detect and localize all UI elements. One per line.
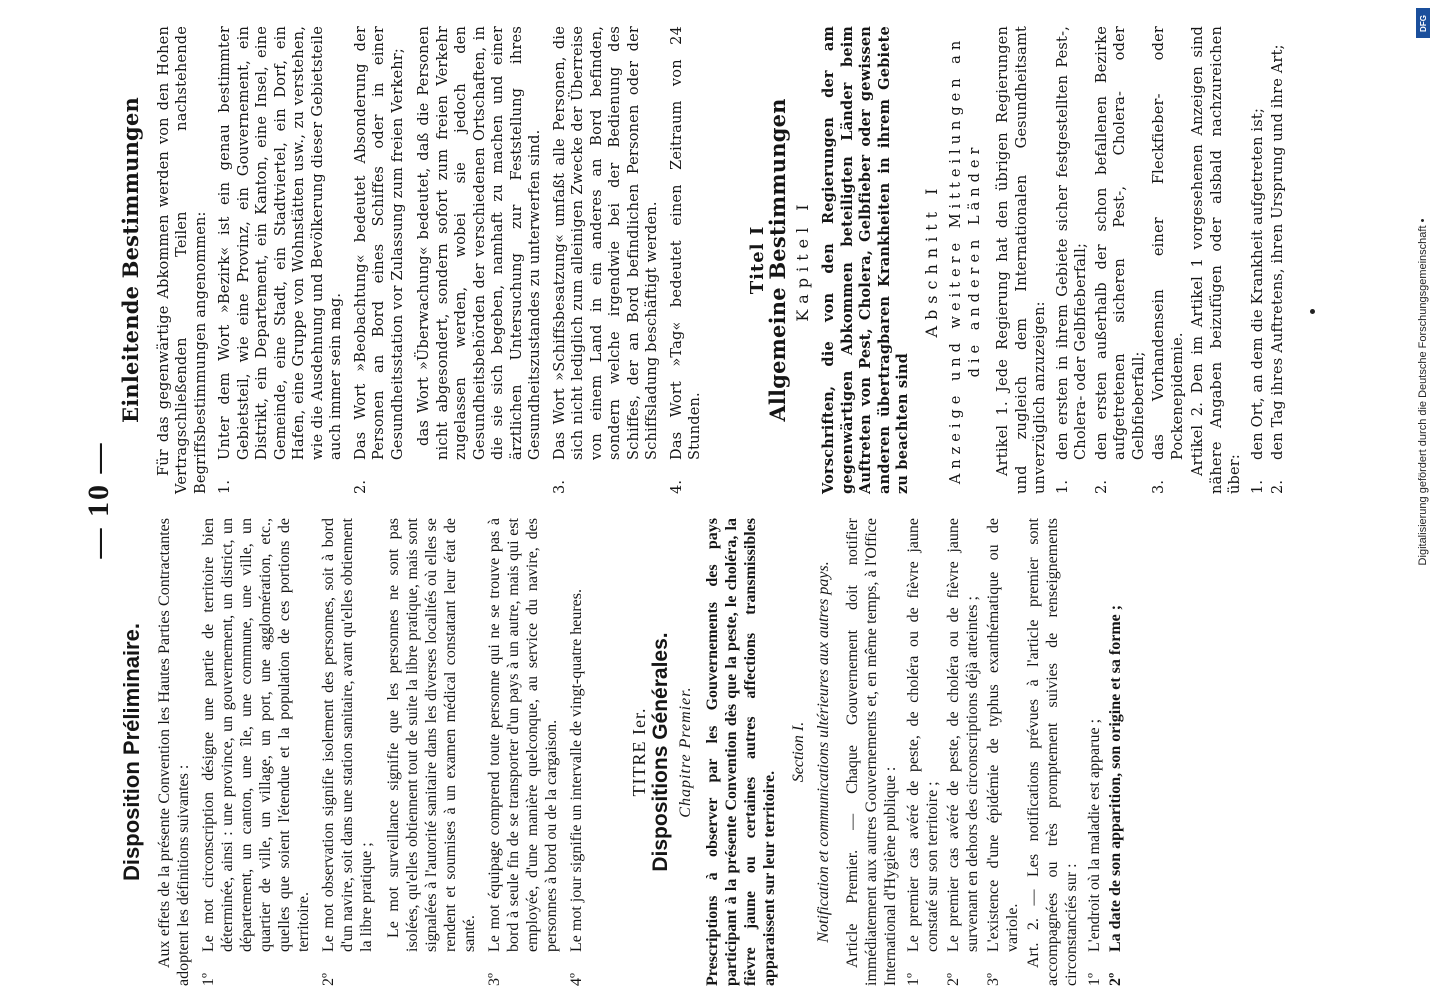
definition-number: 3º <box>486 973 503 986</box>
german-article-2-item <box>1249 26 1268 494</box>
item-text: den ersten außerhalb der schon befallenen Bezirke aufgetretenen sicheren Pest-, Cholera- oder Gelbfieberfall; <box>1093 26 1147 460</box>
definition-text: Unter dem Wort »Bezirk« ist ein genau bestimmter Gebietsteil, wie eine Provinz, ein Gouvernement, ein Distrikt, ein Departement, ein Kanton, eine Insel, eine Gemeinde, eine Stadt, ein Stadtviertel, ein Dorf, ein Hafen, eine Gruppe von Wohnstätten usw., zu verstehen, wie die Ausdehnung und Bevölkerung dieser Gebietsteile auch immer sein mag. <box>217 26 344 460</box>
french-intro: Aux effets de la présente Convention les Hautes Parties Contractantes adoptent les définitions suivantes : <box>156 518 192 986</box>
definition-text: das Wort »Überwachung« bedeutet, daß die Personen nicht abgesondert, sondern sofort zum freien Verkehr zugelassen werden, wobei sie jedoch den Gesundheitsbehörden der verschiedenen Ortschaften, in die sie sich begeben, namhaft zu machen und einer ärztlichen Untersuchung zur Feststellung ihres Gesundheitszustandes zu unterwerfen sind. <box>416 26 543 460</box>
french-chapter: Chapitre Premier. <box>677 686 694 818</box>
french-definition <box>485 518 561 986</box>
definition-text: Le mot équipage comprend toute personne qui ne se trouve pas à bord à seule fin de se transporter d'un pays à un autre, mais qui est employée, d'une manière quelconque, au service du navire, des personnes à bord ou de la cargaison. <box>486 518 560 952</box>
definition-number: 4. <box>668 479 685 494</box>
german-article-2-item <box>1269 26 1288 494</box>
french-article-2-item <box>1085 518 1104 986</box>
german-prescriptions: Vorschriften, die von den Regierungen der am gegenwärtigen Abkommen beteiligten Länder beim Auftreten von Pest, Cholera, Gelbfieber oder gewissen anderen übertragbaren Krankheiten in ihrem Gebiete zu beachten sind <box>820 26 911 494</box>
item-text: L'endroit où la maladie est apparue ; <box>1086 718 1103 952</box>
french-article-2-item <box>1106 518 1125 986</box>
definition-text: Das Wort »Beobachtung« bedeutet Absonderung der Personen an Bord eines Schiffes oder in einer Gesundheitsstation vor Zulassung zum freien Verkehr; <box>352 26 406 460</box>
german-notification-heading: Anzeige und weitere Mitteilungen an die anderen Länder <box>948 35 983 485</box>
german-intro: Für das gegenwärtige Abkommen werden von den Hohen Vertragschließenden Teilen nachstehende Begriffsbestimmungen angenommen: <box>155 26 209 494</box>
definition-text: Das Wort »Tag« bedeutet einen Zeitraum von 24 Stunden. <box>668 26 703 460</box>
german-article-1: Artikel 1. Jede Regierung hat den übrigen Regierungen und zugleich dem Internationalen Gesundheitsamt unverzüglich anzuzeigen: <box>995 26 1048 494</box>
item-text: La date de son apparition, son origine et sa forme ; <box>1107 604 1124 952</box>
german-section: Abschnitt I <box>921 182 941 338</box>
item-number: 1º <box>1086 973 1103 986</box>
german-column <box>118 26 1290 494</box>
french-dispositions-heading: Dispositions Générales. <box>649 632 672 872</box>
french-definition <box>567 518 586 986</box>
french-article-1-item <box>984 518 1022 986</box>
item-number: 2. <box>1093 479 1110 494</box>
item-number: 1. <box>1249 479 1266 494</box>
french-heading: Disposition Préliminaire. <box>119 623 144 881</box>
dfg-logo-text: DFG <box>1418 14 1428 32</box>
german-article-1-item <box>1150 26 1187 494</box>
french-article-1-item <box>904 518 942 986</box>
french-definition <box>199 518 313 986</box>
german-dispositions-heading: Allgemeine Bestimmungen <box>765 98 790 422</box>
french-prescriptions: Prescriptions à observer par les Gouvernements des pays participant à la présente Convention dès que la peste, le choléra, la fièvre jaune ou certaines autres affections transmissibles apparaissent sur leur territoire. <box>704 518 778 986</box>
german-definition <box>216 26 346 494</box>
item-number: 2. <box>1270 479 1286 494</box>
item-number: 2º <box>1107 972 1124 986</box>
definition-text: Le mot surveillance signifie que les personnes ne sont pas isolées, qu'elles obtiennent tout de suite la libre pratique, mais sont signalées à l'autorité sanitaire dans les diverses localités où elles se rendent et soumises à un examen médical constatant leur état de santé. <box>385 518 478 952</box>
definition-number: 1. <box>217 479 233 494</box>
german-titre: Titel I <box>746 225 768 295</box>
german-definition <box>668 26 705 494</box>
german-article-1-item <box>1093 26 1149 494</box>
item-text: L'existence d'une épidémie de typhus exanthématique ou de variole. <box>985 518 1021 952</box>
definition-text: Le mot observation signifie isolement des personnes, soit à bord d'un navire, soit dans une station sanitaire, avant qu'elles obtiennent la libre pratique ; <box>320 518 375 952</box>
french-notification-heading: Notification et communications ultérieures aux autres pays. <box>815 561 832 943</box>
definition-number: 3. <box>551 479 568 494</box>
page-number: — 10 — <box>82 441 115 559</box>
german-heading: Einleitende Bestimmungen <box>118 97 143 423</box>
german-chapter: Kapitel I <box>792 198 812 322</box>
french-section: Section I. <box>790 721 807 783</box>
item-text: Le premier cas avéré de peste, de choléra ou de fièvre jaune survenant en dehors des circonscriptions déjà atteintes ; <box>945 518 981 952</box>
item-text: den ersten in ihrem Gebiete sicher festgestellten Pest-, Cholera- oder Gelbfieberfall; <box>1054 26 1089 460</box>
credit-sidebar <box>1412 0 1434 1000</box>
definition-number: 2º <box>320 973 337 986</box>
german-article-1-item <box>1054 26 1091 494</box>
item-text: den Tag ihres Auftretens, ihren Ursprung und ihre Art; <box>1270 44 1286 460</box>
item-number: 2º <box>945 973 962 986</box>
french-article-1-item <box>944 518 982 986</box>
german-definition <box>352 26 408 494</box>
german-definition <box>413 26 545 494</box>
definition-text: Le mot circonscription désigne une partie de territoire bien déterminée, ainsi : une province, un gouvernement, un district, un département, un canton, une île, une commune, une ville, un quartier de ville, un village, un port, une agglomération, etc., quelles que soient l'étendue et la population de ces portions de territoire. <box>200 518 312 952</box>
dfg-logo <box>1416 8 1430 38</box>
item-text: den Ort, an dem die Krankheit aufgetreten ist; <box>1249 107 1266 460</box>
french-titre: TITRE Ier. <box>629 707 649 797</box>
definition-number: 4º <box>568 973 585 986</box>
definition-number: 1º <box>200 973 217 986</box>
definition-number <box>413 460 545 494</box>
definition-number <box>382 952 479 986</box>
credit-text: Digitalisierung gefördert durch die Deutsche Forschungsgemeinschaft • <box>1417 218 1429 566</box>
german-article-2: Artikel 2. Den im Artikel 1 vorgesehenen Anzeigen sind nähere Angaben beizufügen oder alsbald nachzureichen über: <box>1190 26 1243 494</box>
german-definition <box>551 26 662 494</box>
definition-number: 2. <box>352 479 369 494</box>
item-number: 1. <box>1054 479 1071 494</box>
definition-text: Das Wort »Schiffsbesatzung« umfaßt alle Personen, die sich nicht lediglich zum alleinigen Zwecke der Überreise von einem Land in ein anderes an Bord befinden, sondern welche irgendwie bei der Bedienung des Schiffes, der an Bord befindlichen Personen oder der Schiffsladung beschäftigt werden. <box>551 26 660 460</box>
speck-mark <box>1310 309 1315 314</box>
french-article-2: Art. 2. — Les notifications prévues à l'article premier sont accompagnées ou très promptement suivies de renseignements circonstanciés sur : <box>1025 518 1080 986</box>
item-text: Le premier cas avéré de peste, de choléra ou de fièvre jaune constaté sur son territoire ; <box>905 518 941 952</box>
item-number: 3. <box>1151 479 1167 494</box>
french-definition <box>382 518 479 986</box>
item-number: 1º <box>905 973 922 986</box>
french-article-1: Article Premier. — Chaque Gouvernement doit notifier immédiatement aux autres Gouvernements et, en même temps, à l'Office International d'Hygiène publique : <box>844 518 899 986</box>
french-definition <box>319 518 376 986</box>
definition-text: Le mot jour signifie un intervalle de vingt-quatre heures. <box>568 589 585 952</box>
french-column <box>118 518 1127 986</box>
item-number: 3º <box>985 973 1002 986</box>
item-text: das Vorhandensein einer Fleckfieber- oder Pockenepidemie. <box>1151 26 1186 460</box>
